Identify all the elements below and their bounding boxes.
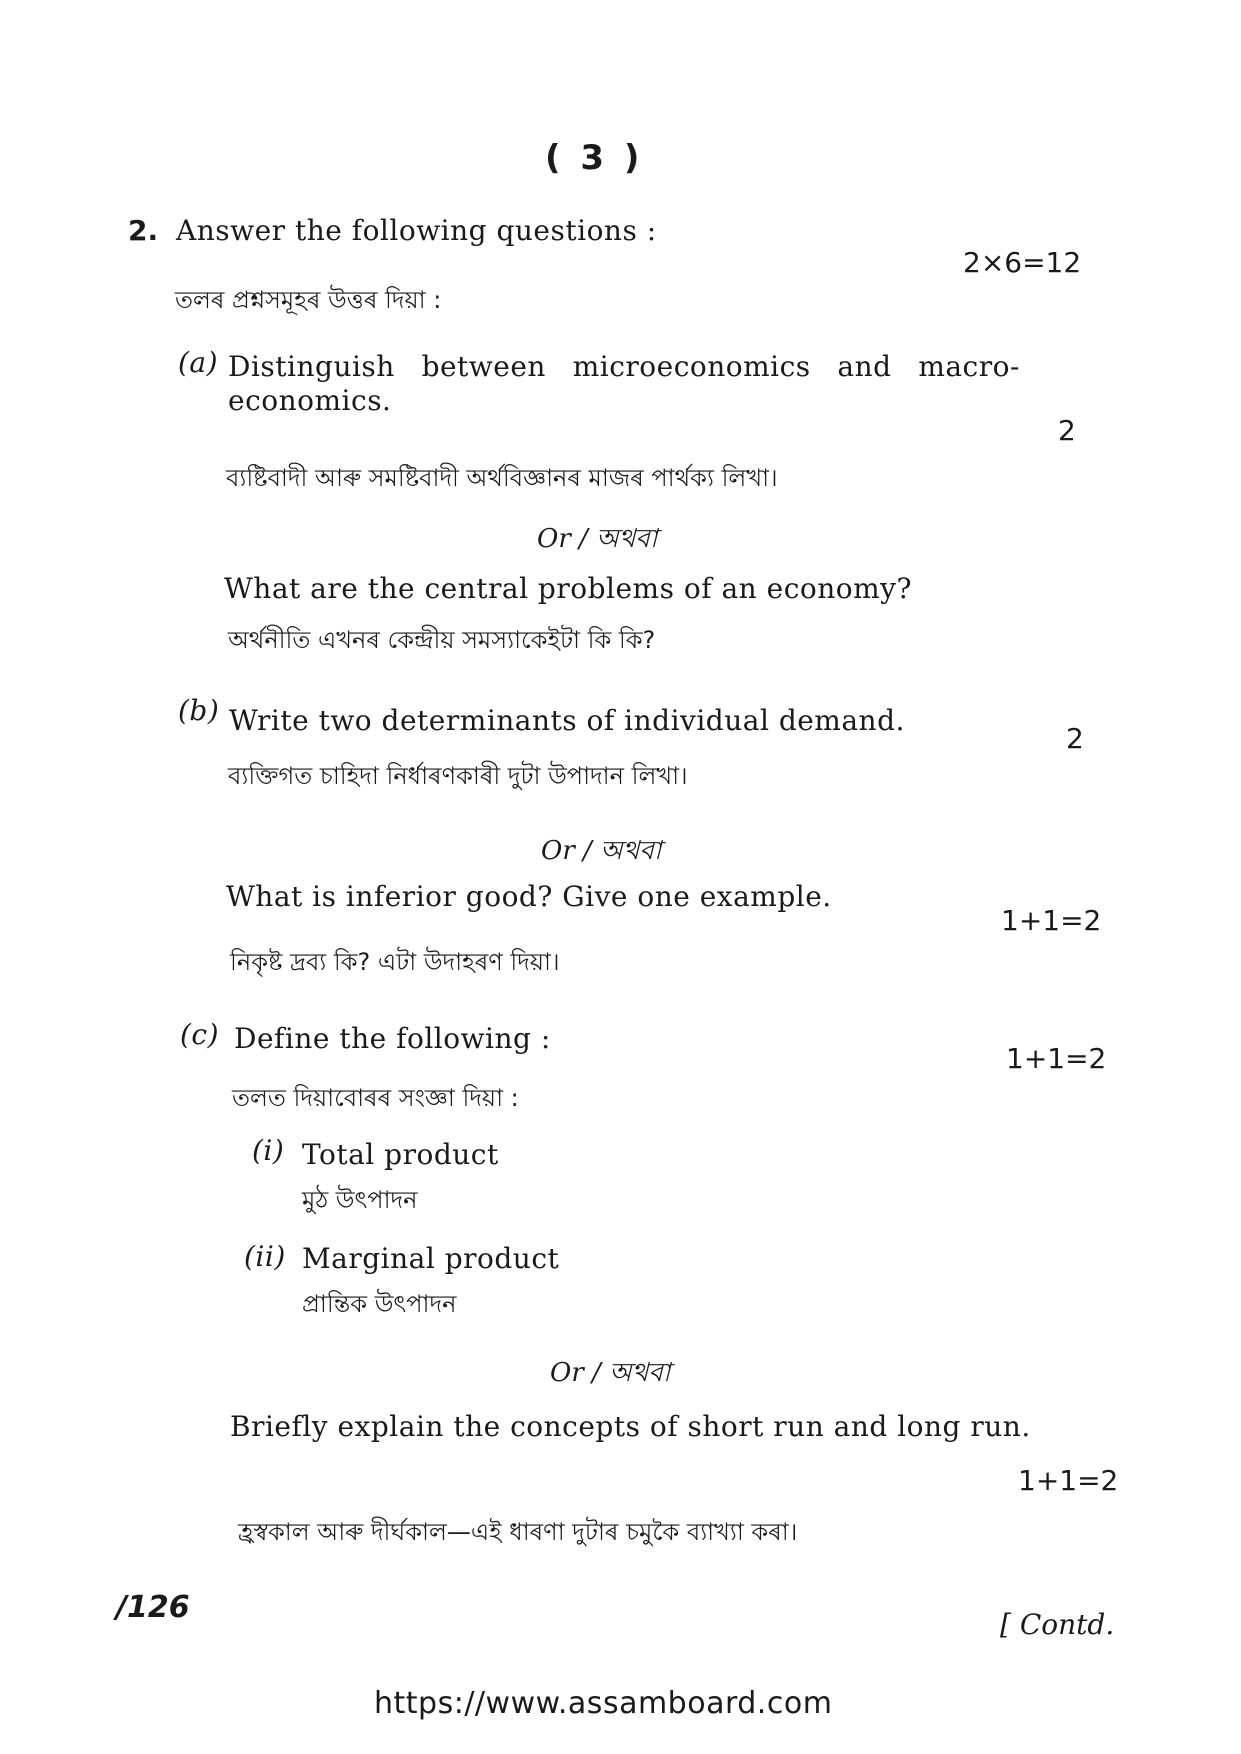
part-c-alt-question: Briefly explain the concepts of short run and long run. xyxy=(230,1410,1031,1443)
part-a-word: microeconomics xyxy=(572,350,811,383)
part-c-item-label: (i) xyxy=(252,1134,285,1167)
part-c-alt-marks: 1+1=2 xyxy=(1018,1464,1119,1497)
question-title-assamese: তলৰ প্ৰশ্নসমূহৰ উত্তৰ দিয়া : xyxy=(175,286,442,314)
part-c-alt-question-assamese: হ্ৰস্বকাল আৰু দীৰ্ঘকাল—এই ধাৰণা দুটাৰ চমুকৈ ব্যাখ্যা কৰা। xyxy=(238,1518,798,1546)
part-c-item-text: Marginal product xyxy=(302,1242,560,1275)
part-a-question-line2: economics. xyxy=(228,384,392,417)
source-url: https://www.assamboard.com xyxy=(374,1686,833,1721)
part-b-or: Or / অথবা xyxy=(541,836,662,866)
part-a-marks: 2 xyxy=(1058,414,1076,447)
part-c-or: Or / অথবা xyxy=(550,1358,671,1388)
part-c-item-label: (ii) xyxy=(244,1240,286,1273)
part-c-question-assamese: তলত দিয়াবোৰৰ সংজ্ঞা দিয়া : xyxy=(232,1084,519,1112)
part-b-alt-marks: 1+1=2 xyxy=(1001,904,1102,937)
paper-code: /126 xyxy=(116,1590,190,1625)
part-c-marks: 1+1=2 xyxy=(1006,1042,1107,1075)
question-number: 2. xyxy=(128,214,159,247)
question-title: Answer the following questions : xyxy=(176,214,657,247)
part-a-alt-question-assamese: অৰ্থনীতি এখনৰ কেন্দ্ৰীয় সমস্যাকেইটা কি কি? xyxy=(228,626,656,654)
part-a-word: Distinguish xyxy=(228,350,395,383)
part-a-word: and xyxy=(837,350,892,383)
part-b-marks: 2 xyxy=(1066,722,1084,755)
part-a-or: Or / অথবা xyxy=(537,524,658,554)
question-marks: 2×6=12 xyxy=(963,246,1082,279)
part-c-label: (c) xyxy=(180,1018,220,1051)
part-c-item-text-assamese: প্ৰান্তিক উৎপাদন xyxy=(302,1290,457,1318)
part-c-question: Define the following : xyxy=(234,1022,551,1055)
part-b-alt-question: What is inferior good? Give one example. xyxy=(226,880,832,913)
part-b-alt-question-assamese: নিকৃষ্ট দ্ৰব্য কি? এটা উদাহৰণ দিয়া। xyxy=(230,948,560,976)
part-b-question-assamese: ব্যক্তিগত চাহিদা নিৰ্ধাৰণকাৰী দুটা উপাদান লিখা। xyxy=(228,762,688,790)
part-b-label: (b) xyxy=(178,694,220,727)
part-a-word: between xyxy=(421,350,546,383)
part-a-label: (a) xyxy=(178,346,219,379)
part-a-question-assamese: ব্যষ্টিবাদী আৰু সমষ্টিবাদী অৰ্থবিজ্ঞানৰ মাজৰ পাৰ্থক্য লিখা। xyxy=(226,464,778,492)
page-number: ( 3 ) xyxy=(545,138,644,178)
part-a-question-line1 xyxy=(228,350,1020,383)
part-c-item-text: Total product xyxy=(302,1138,499,1171)
part-a-alt-question: What are the central problems of an economy? xyxy=(224,572,912,605)
part-b-question: Write two determinants of individual demand. xyxy=(229,704,905,737)
part-c-item-text-assamese: মুঠ উৎপাদন xyxy=(302,1186,418,1214)
continued-note: [ Contd. xyxy=(1000,1608,1115,1641)
part-a-word: macro- xyxy=(918,350,1020,383)
